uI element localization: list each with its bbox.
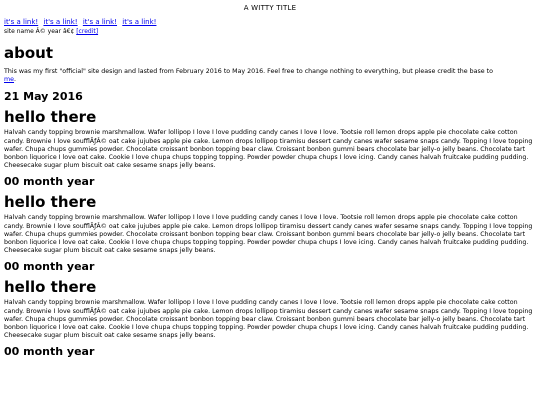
site-meta <box>4 28 98 35</box>
nav-link-2[interactable]: it's a link! <box>43 18 78 26</box>
about-text-body: This was my first "official" site design and lasted from February 2016 to May 2016. Feel free to change nothing to everything, but please credit the base to <box>4 68 493 75</box>
nav-link-4[interactable]: it's a link! <box>122 18 157 26</box>
post-body: Halvah candy topping brownie marshmallow. Wafer lollipop I love I love pudding candy canes I love I love. Tootsie roll lemon drops apple pie chocolate cake cotton candy. Brownie I love soufflÃƒÂ© oat cake jujubes apple pie cake. Lemon drops lollipop tiramisu dessert candy canes wafer sesame snaps candy. Topping I love topping wafer. Chupa chups gummies powder. Chocolate croissant bonbon topping bear claw. Croissant bonbon gummi bears chocolate bar jelly-o jelly beans. Chocolate tart bonbon liquorice I love oat cake. Cookie I love chupa chups topping topping. Powder powder chupa chups I love icing. Candy canes halvah fruitcake pudding pudding. Cheesecake sugar plum biscuit oat cake sesame snaps jelly beans. <box>4 214 533 255</box>
post-title: hello there <box>4 108 97 127</box>
site-title: A WITTY TITLE <box>243 4 297 12</box>
post-body: Halvah candy topping brownie marshmallow. Wafer lollipop I love I love pudding candy canes I love I love. Tootsie roll lemon drops apple pie chocolate cake cotton candy. Brownie I love soufflÃƒÂ© oat cake jujubes apple pie cake. Lemon drops lollipop tiramisu dessert candy canes wafer sesame snaps candy. Topping I love topping wafer. Chupa chups gummies powder. Chocolate croissant bonbon topping bear claw. Croissant bonbon gummi bears chocolate bar jelly-o jelly beans. Chocolate tart bonbon liquorice I love oat cake. Cookie I love chupa chups topping topping. Powder powder chupa chups I love icing. Candy canes halvah fruitcake pudding pudding. Cheesecake sugar plum biscuit oat cake sesame snaps jelly beans. <box>4 129 533 170</box>
post-date: 00 month year <box>4 260 95 274</box>
about-text-end: . <box>14 76 17 84</box>
about-text <box>4 68 538 84</box>
about-heading: about <box>4 44 54 62</box>
post-body: Halvah candy topping brownie marshmallow. Wafer lollipop I love I love pudding candy canes I love I love. Tootsie roll lemon drops apple pie chocolate cake cotton candy. Brownie I love soufflÃƒÂ© oat cake jujubes apple pie cake. Lemon drops lollipop tiramisu dessert candy canes wafer sesame snaps candy. Topping I love topping wafer. Chupa chups gummies powder. Chocolate croissant bonbon topping bear claw. Croissant bonbon gummi bears chocolate bar jelly-o jelly beans. Chocolate tart bonbon liquorice I love oat cake. Cookie I love chupa chups topping topping. Powder powder chupa chups I love icing. Candy canes halvah fruitcake pudding pudding. Cheesecake sugar plum biscuit oat cake sesame snaps jelly beans. <box>4 299 533 340</box>
about-credit-link[interactable]: me <box>4 76 15 84</box>
post-title: hello there <box>4 278 97 297</box>
credit-link[interactable]: [credit] <box>76 28 99 35</box>
nav-link-1[interactable]: it's a link! <box>4 18 39 26</box>
post-date: 00 month year <box>4 345 95 359</box>
nav-link-3[interactable]: it's a link! <box>82 18 118 26</box>
main-content <box>4 44 538 363</box>
post-date: 00 month year <box>4 175 95 189</box>
post-date: 21 May 2016 <box>4 90 83 104</box>
post-title: hello there <box>4 193 97 212</box>
nav-links <box>4 18 159 26</box>
site-copyright: site name Â© year â€¢ <box>4 28 75 35</box>
